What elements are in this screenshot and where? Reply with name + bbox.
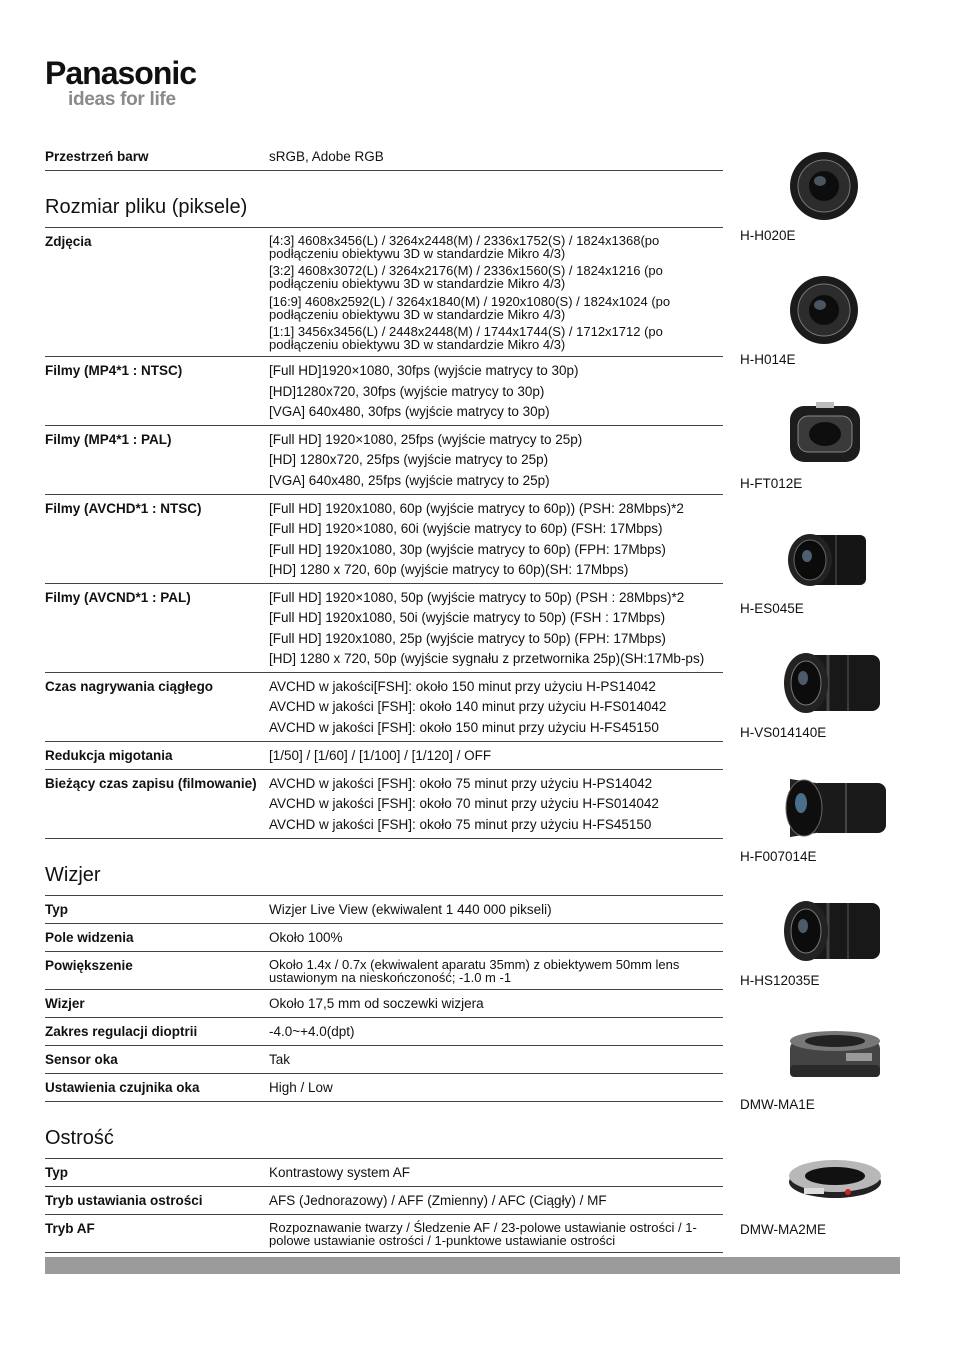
spec-label: Filmy (AVCND*1 : PAL) <box>45 589 191 605</box>
spec-label: Tryb ustawiania ostrości <box>45 1192 203 1208</box>
spec-values <box>269 149 723 165</box>
spec-values <box>269 679 723 736</box>
spec-values <box>269 1221 723 1247</box>
spec-label: Tryb AF <box>45 1220 95 1236</box>
spec-label: Zakres regulacji dioptrii <box>45 1023 198 1039</box>
spec-value: Rozpoznawanie twarzy / Śledzenie AF / 23-polowe ustawianie ostrości / 1-polowe ustawianie ostrości / 1-punktowe ustawianie ostrości <box>269 1219 697 1248</box>
spec-label: Wizjer <box>45 995 85 1011</box>
lens-image <box>776 893 896 969</box>
lens-column <box>740 148 900 1266</box>
spec-label: Typ <box>45 901 68 917</box>
spec-value: [Full HD] 1920x1080, 30p (wyjście matrycy to 60p) (FPH: 17Mbps) <box>269 541 666 557</box>
spec-label: Filmy (MP4*1 : NTSC) <box>45 363 183 379</box>
spec-label: Pole widzenia <box>45 929 134 945</box>
lens-item <box>740 272 900 396</box>
spec-value: [4:3] 4608x3456(L) / 3264x2448(M) / 2336x1752(S) / 1824x1368(po podłączeniu obiektywu 3D w standardzie Mikro 4/3) <box>269 233 660 261</box>
spec-value: [1/50] / [1/60] / [1/100] / [1/120] / OFF <box>269 747 492 763</box>
lens-item <box>740 1017 900 1141</box>
spec-label: Filmy (MP4*1 : PAL) <box>45 431 172 447</box>
lens-image <box>776 272 896 348</box>
spec-value: [Full HD]1920×1080, 30fps (wyjście matrycy to 30p) <box>269 363 579 379</box>
spec-value: AVCHD w jakości[FSH]: około 150 minut przy użyciu H-PS14042 <box>269 679 656 695</box>
lens-item <box>740 769 900 893</box>
spec-value: AVCHD w jakości [FSH]: około 70 minut przy użyciu H-FS014042 <box>269 796 659 812</box>
spec-row <box>45 584 723 673</box>
brand-logo <box>45 56 196 110</box>
spec-value: [VGA] 640x480, 25fps (wyjście matrycy to 25p) <box>269 472 550 488</box>
spec-values <box>269 930 723 946</box>
spec-values <box>269 1193 723 1209</box>
spec-value: [HD] 1280 x 720, 60p (wyjście matrycy to 60p)(SH: 17Mbps) <box>269 561 629 577</box>
spec-value: [Full HD] 1920×1080, 25fps (wyjście matrycy to 25p) <box>269 431 583 447</box>
spec-value: [HD]1280x720, 30fps (wyjście matrycy to 30p) <box>269 383 545 399</box>
spec-value: [VGA] 640x480, 30fps (wyjście matrycy to 30p) <box>269 403 550 419</box>
spec-label: Filmy (AVCHD*1 : NTSC) <box>45 500 202 516</box>
lens-name: H-VS014140E <box>740 724 827 740</box>
spec-row <box>45 495 723 584</box>
spec-value: [Full HD] 1920×1080, 50p (wyjście matrycy to 50p) (PSH : 28Mbps)*2 <box>269 589 685 605</box>
spec-label: Przestrzeń barw <box>45 149 149 164</box>
spec-value: [HD] 1280 x 720, 50p (wyjście sygnału z przetwornika 25p)(SH:17Mb-ps) <box>269 651 705 667</box>
lens-name: H-FT012E <box>740 476 803 492</box>
spec-values <box>269 748 723 764</box>
spec-label: Zdjęcia <box>45 234 92 249</box>
lens-name: H-H014E <box>740 352 796 368</box>
spec-value: [Full HD] 1920×1080, 60i (wyjście matrycy to 60p) (FSH: 17Mbps) <box>269 521 663 537</box>
spec-row <box>45 228 723 357</box>
spec-label: Sensor oka <box>45 1051 118 1067</box>
spec-row <box>45 770 723 839</box>
spec-value: sRGB, Adobe RGB <box>269 149 384 164</box>
lens-name: DMW-MA1E <box>740 1097 815 1113</box>
spec-label: Ustawienia czujnika oka <box>45 1079 200 1095</box>
spec-row <box>45 742 723 770</box>
spec-label: Redukcja migotania <box>45 747 173 763</box>
spec-values <box>269 1080 723 1096</box>
spec-value: AVCHD w jakości [FSH]: około 140 minut przy użyciu H-FS014042 <box>269 699 667 715</box>
lens-image <box>776 148 896 224</box>
brand-name: Panasonic <box>45 55 197 91</box>
spec-value: Około 100% <box>269 929 343 945</box>
spec-row <box>45 1074 723 1102</box>
spec-value: [1:1] 3456x3456(L) / 2448x2448(M) / 1744x1744(S) / 1712x1712 (po podłączeniu obiektywu 3D w standardzie Mikro 4/3) <box>269 324 663 353</box>
lens-image <box>776 769 896 845</box>
lens-name: H-H020E <box>740 228 796 243</box>
spec-value: [16:9] 4608x2592(L) / 3264x1840(M) / 1920x1080(S) / 1824x1024 (po podłączeniu obiektywu 3D w standardzie Mikro 4/3) <box>269 293 671 322</box>
spec-values <box>269 1024 723 1040</box>
spec-label: Czas nagrywania ciągłego <box>45 679 214 695</box>
lens-item <box>740 645 900 769</box>
spec-values <box>269 1052 723 1068</box>
lens-item <box>740 521 900 645</box>
brand-tagline: ideas for life <box>68 89 176 110</box>
lens-name: H-F007014E <box>740 848 817 864</box>
section-heading: Ostrość <box>45 1102 723 1159</box>
lens-image <box>776 396 896 472</box>
spec-value: AFS (Jednorazowy) / AFF (Zmienny) / AFC (Ciągły) / MF <box>269 1192 607 1208</box>
spec-values <box>269 776 723 833</box>
spec-values <box>269 501 723 578</box>
spec-values <box>269 363 723 420</box>
spec-values <box>269 234 723 351</box>
lens-image <box>776 521 896 597</box>
spec-row <box>45 924 723 952</box>
spec-value: [Full HD] 1920x1080, 60p (wyjście matrycy to 60p)) (PSH: 28Mbps)*2 <box>269 500 684 516</box>
section-heading: Rozmiar pliku (piksele) <box>45 171 723 228</box>
spec-row <box>45 896 723 924</box>
spec-values <box>269 902 723 918</box>
spec-row <box>45 1046 723 1074</box>
spec-value: AVCHD w jakości [FSH]: około 150 minut przy użyciu H-FS45150 <box>269 719 659 735</box>
spec-value: Kontrastowy system AF <box>269 1164 411 1180</box>
spec-values <box>269 432 723 489</box>
spec-value: Około 1.4x / 0.7x (ekwiwalent aparatu 35mm) z obiektywem 50mm lens ustawionym na nieskończoność; -1.0 m -1 <box>269 956 680 985</box>
spec-row <box>45 1215 723 1253</box>
spec-row <box>45 1018 723 1046</box>
spec-values <box>269 996 723 1012</box>
spec-label: Typ <box>45 1164 68 1180</box>
spec-row <box>45 952 723 990</box>
spec-value: Około 17,5 mm od soczewki wizjera <box>269 995 484 1011</box>
lens-name: H-HS12035E <box>740 973 820 989</box>
spec-row <box>45 990 723 1018</box>
spec-value: [HD] 1280x720, 25fps (wyjście matrycy to 25p) <box>269 452 549 468</box>
lens-image <box>776 645 896 721</box>
spec-values <box>269 590 723 667</box>
spec-row <box>45 143 723 171</box>
lens-image <box>776 1017 896 1093</box>
lens-name: H-ES045E <box>740 600 804 616</box>
spec-row <box>45 426 723 495</box>
spec-value: AVCHD w jakości [FSH]: około 75 minut przy użyciu H-PS14042 <box>269 775 653 791</box>
spec-values <box>269 1165 723 1181</box>
lens-image <box>776 1142 896 1218</box>
lens-item <box>740 1142 900 1266</box>
lens-item <box>740 148 900 272</box>
spec-value: Wizjer Live View (ekwiwalent 1 440 000 pikseli) <box>269 901 552 917</box>
spec-row <box>45 357 723 426</box>
spec-row <box>45 1159 723 1187</box>
spec-value: [3:2] 4608x3072(L) / 3264x2176(M) / 2336x1560(S) / 1824x1216 (po podłączeniu obiektywu 3D w standardzie Mikro 4/3) <box>269 263 663 292</box>
spec-value: [Full HD] 1920x1080, 25p (wyjście matrycy to 50p) (FPH: 17Mbps) <box>269 630 666 646</box>
spec-row <box>45 1187 723 1215</box>
spec-label: Bieżący czas zapisu (filmowanie) <box>45 775 257 791</box>
section-heading: Wizjer <box>45 839 723 896</box>
spec-table <box>45 143 723 1253</box>
spec-label: Powiększenie <box>45 957 133 973</box>
lens-name: DMW-MA2ME <box>740 1221 826 1237</box>
spec-value: -4.0~+4.0(dpt) <box>269 1023 355 1039</box>
spec-value: [Full HD] 1920x1080, 50i (wyjście matrycy to 50p) (FSH : 17Mbps) <box>269 610 666 626</box>
lens-item <box>740 396 900 520</box>
spec-value: Tak <box>269 1051 291 1067</box>
lens-item <box>740 893 900 1017</box>
spec-value: High / Low <box>269 1079 333 1095</box>
spec-value: AVCHD w jakości [FSH]: około 75 minut przy użyciu H-FS45150 <box>269 816 652 832</box>
spec-row <box>45 673 723 742</box>
spec-values <box>269 958 723 984</box>
footer-bar <box>45 1257 900 1274</box>
